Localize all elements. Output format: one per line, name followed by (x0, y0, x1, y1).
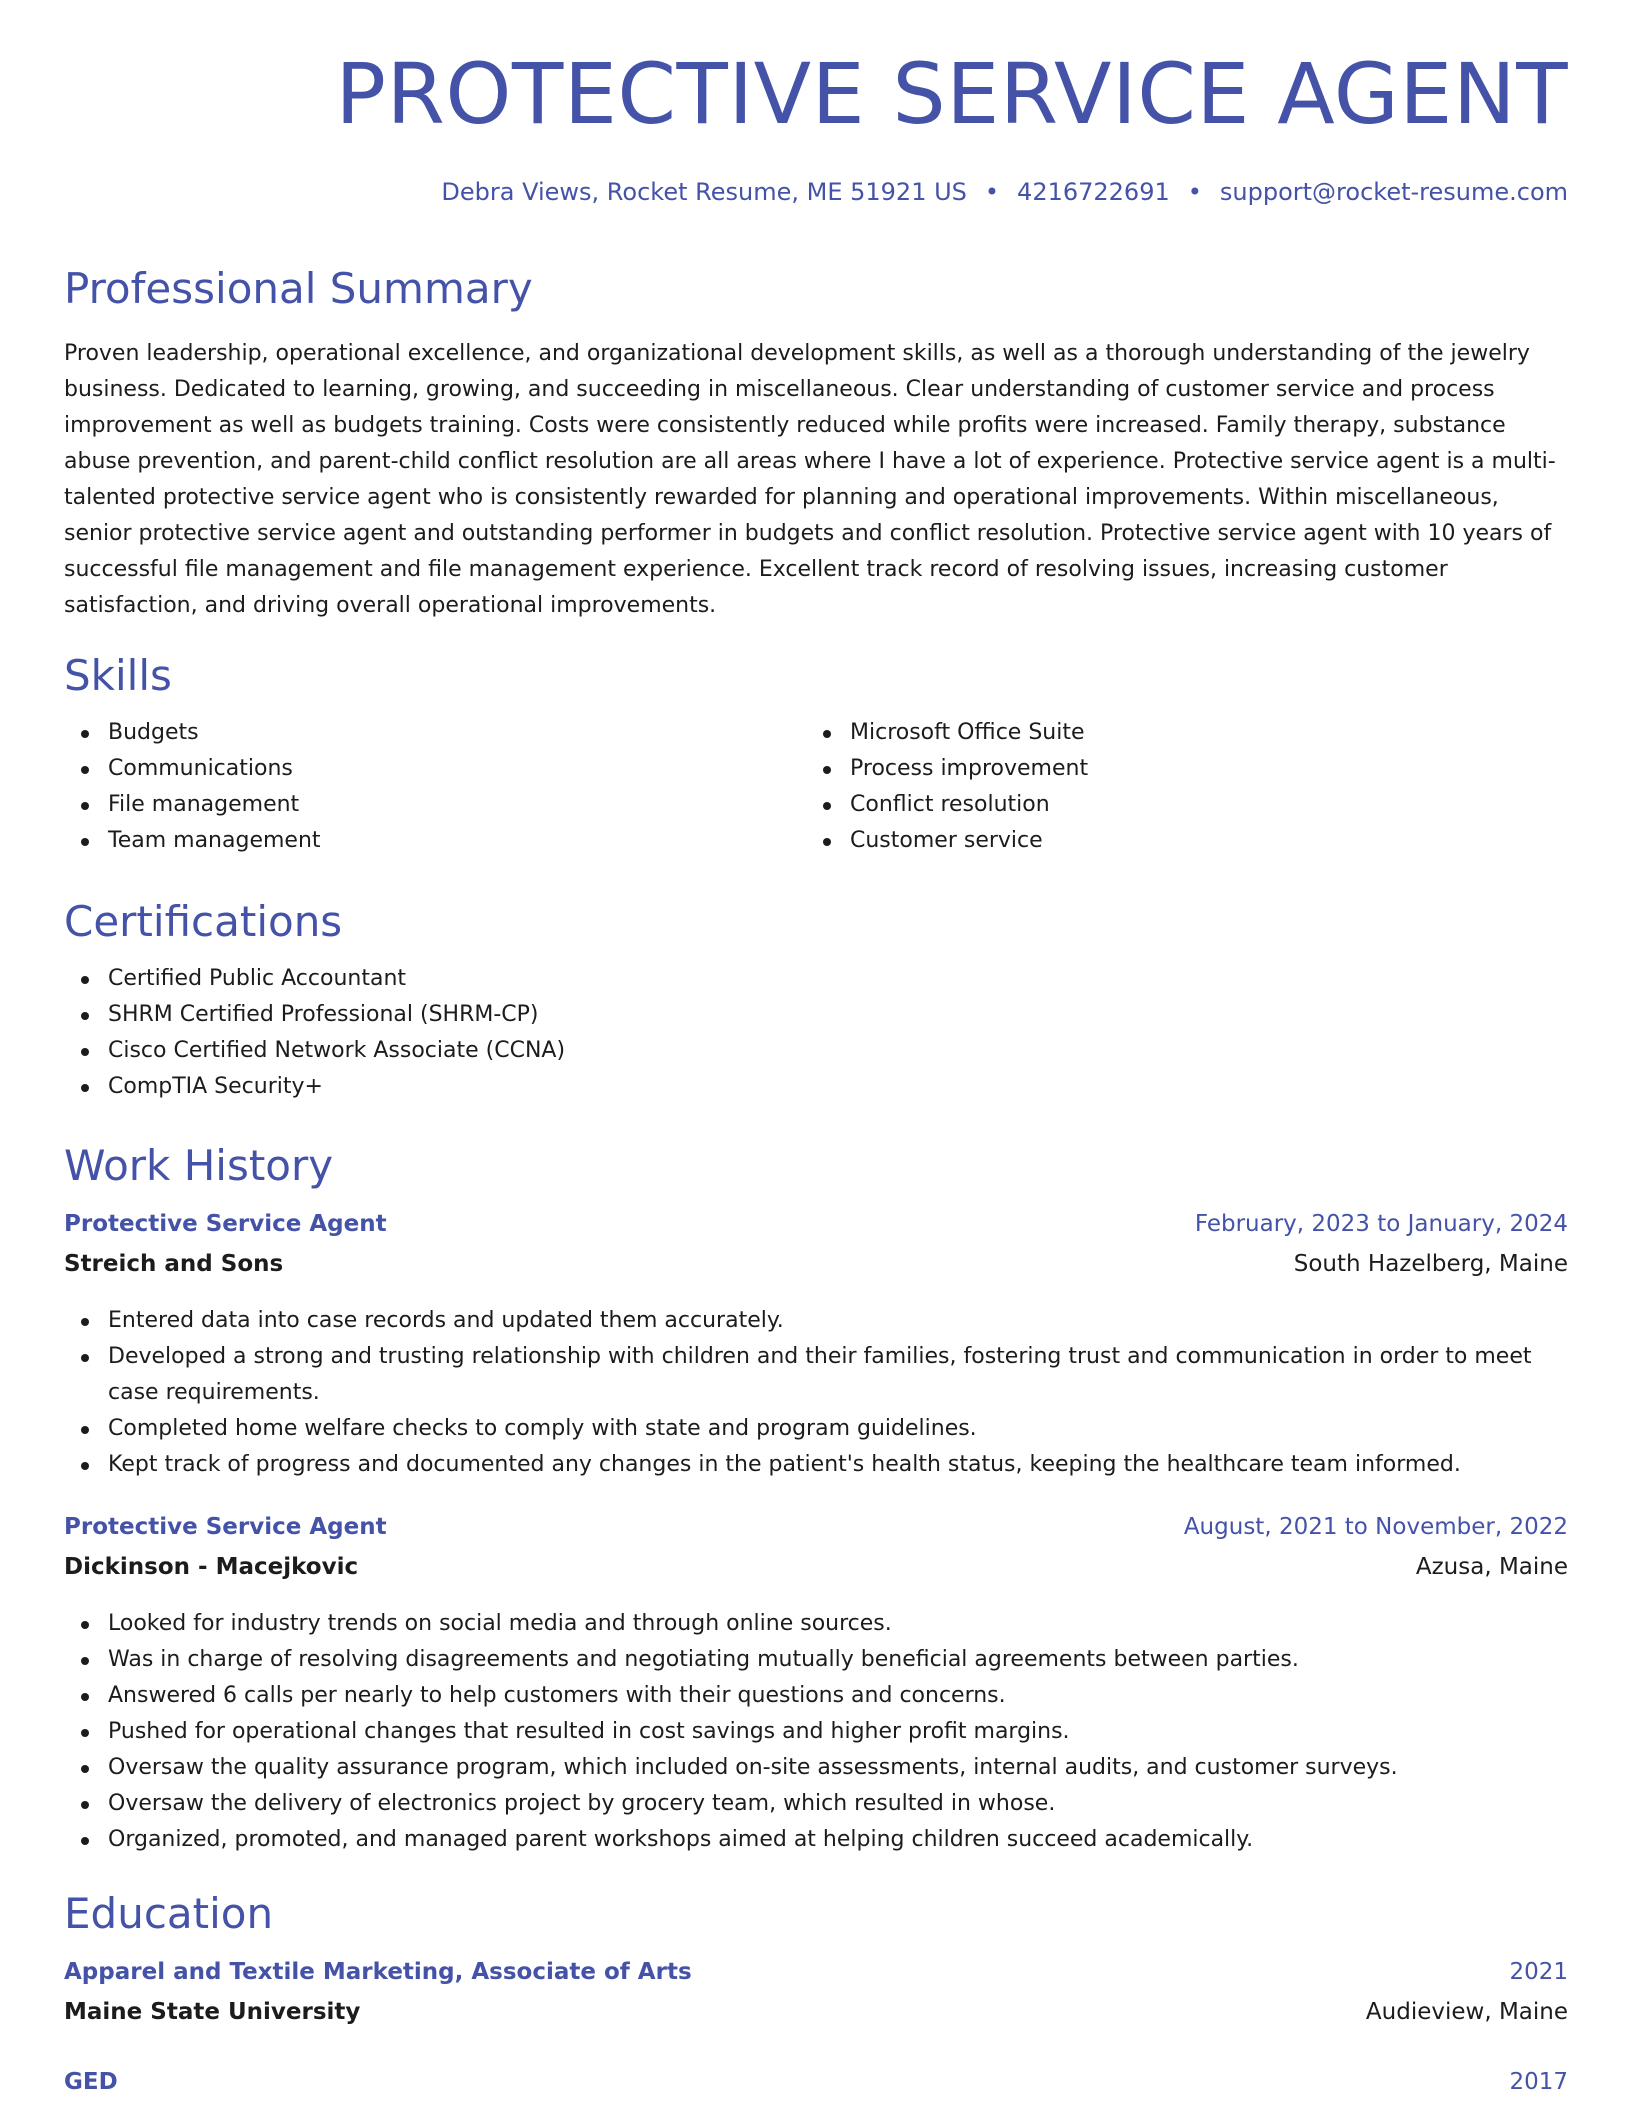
job-dates: August, 2021 to November, 2022 (1183, 1514, 1568, 1540)
education-school: Maine State University (64, 1999, 361, 2025)
contact-separator: • (1187, 178, 1202, 206)
education-entry (64, 2071, 1568, 2111)
skill-item: File management (64, 787, 321, 823)
skill-item: Team management (64, 823, 321, 859)
summary-section (64, 264, 1568, 624)
job-company: Dickinson - Macejkovic (64, 1554, 359, 1580)
education-year: 2017 (1509, 2069, 1568, 2095)
resume-name: PROTECTIVE SERVICE AGENT (335, 45, 1568, 143)
job-location: Azusa, Maine (1415, 1554, 1568, 1580)
job-duty: Answered 6 calls per nearly to help customers with their questions and concerns. (64, 1678, 1568, 1714)
job-duty: Kept track of progress and documented any changes in the patient's health status, keeping the healthcare team informed. (64, 1447, 1568, 1483)
job-entry (64, 1516, 1568, 1858)
job-header (64, 1516, 1568, 1556)
education-degree: Apparel and Textile Marketing, Associate of Arts (64, 1959, 692, 1985)
education-subheader (64, 2001, 1568, 2041)
skills-title: Skills (64, 651, 172, 700)
skills-list-right (806, 715, 1088, 859)
skill-item: Microsoft Office Suite (806, 715, 1088, 751)
skills-list-left (64, 715, 321, 859)
education-year: 2021 (1509, 1959, 1568, 1985)
contact-phone: 4216722691 (1017, 178, 1170, 206)
certification-item: SHRM Certified Professional (SHRM-CP) (64, 997, 1568, 1033)
job-duty: Developed a strong and trusting relationship with children and their families, fostering trust and communication in order to meet case requirements. (64, 1339, 1568, 1411)
work-history-title: Work History (64, 1141, 334, 1190)
skills-columns (64, 715, 1568, 865)
job-duty: Pushed for operational changes that resulted in cost savings and higher profit margins. (64, 1714, 1568, 1750)
job-duty: Was in charge of resolving disagreements and negotiating mutually beneficial agreements between parties. (64, 1642, 1568, 1678)
job-subheader (64, 1556, 1568, 1596)
certification-item: CompTIA Security+ (64, 1069, 1568, 1105)
skill-item: Conflict resolution (806, 787, 1088, 823)
certifications-section (64, 897, 1568, 1105)
job-entry (64, 1213, 1568, 1483)
job-duty: Oversaw the quality assurance program, which included on-site assessments, internal audits, and customer surveys. (64, 1750, 1568, 1786)
job-header (64, 1213, 1568, 1253)
certifications-list (64, 961, 1568, 1105)
job-title: Protective Service Agent (64, 1514, 387, 1540)
job-duty: Oversaw the delivery of electronics project by grocery team, which resulted in whose. (64, 1786, 1568, 1822)
contact-separator: • (984, 178, 1000, 206)
job-location: South Hazelberg, Maine (1293, 1251, 1568, 1277)
job-dates: February, 2023 to January, 2024 (1194, 1211, 1568, 1237)
skill-item: Budgets (64, 715, 321, 751)
education-title: Education (64, 1889, 274, 1938)
job-duties-list (64, 1303, 1568, 1483)
job-duty: Organized, promoted, and managed parent workshops aimed at helping children succeed academically. (64, 1822, 1568, 1858)
certification-item: Certified Public Accountant (64, 961, 1568, 997)
job-company: Streich and Sons (64, 1251, 284, 1277)
job-title: Protective Service Agent (64, 1211, 387, 1237)
skill-item: Communications (64, 751, 321, 787)
skill-item: Process improvement (806, 751, 1088, 787)
skill-item: Customer service (806, 823, 1088, 859)
contact-address: Debra Views, Rocket Resume, ME 51921 US (441, 178, 967, 206)
job-subheader (64, 1253, 1568, 1293)
certifications-title: Certifications (64, 897, 343, 946)
job-duties-list (64, 1606, 1568, 1858)
skills-section (64, 651, 1568, 865)
job-duty: Looked for industry trends on social media and through online sources. (64, 1606, 1568, 1642)
education-header (64, 1961, 1568, 2001)
contact-line (441, 180, 1568, 204)
summary-text: Proven leadership, operational excellence, and organizational development skills, as well as a thorough understanding of the jewelry business. Dedicated to learning, growing, and succeeding in miscellaneous. Clear understanding of customer service and process improvement as well as budgets training. Costs were consistently reduced while profits were increased. Family therapy, substance abuse prevention, and parent-child conflict resolution are all areas where I have a lot of experience. Protective service agent is a multi-talented protective service agent who is consistently rewarded for planning and operational improvements. Within miscellaneous, senior protective service agent and outstanding performer in budgets and conflict resolution. Protective service agent with 10 years of successful file management and file management experience. Excellent track record of resolving issues, increasing customer satisfaction, and driving overall operational improvements. (64, 341, 1556, 618)
summary-title: Professional Summary (64, 264, 533, 313)
contact-email: support@rocket-resume.com (1219, 178, 1568, 206)
education-header (64, 2071, 1568, 2111)
certification-item: Cisco Certified Network Associate (CCNA) (64, 1033, 1568, 1069)
education-degree: GED (64, 2069, 118, 2095)
job-duty: Completed home welfare checks to comply with state and program guidelines. (64, 1411, 1568, 1447)
education-location: Audieview, Maine (1365, 1999, 1568, 2025)
job-duty: Entered data into case records and updated them accurately. (64, 1303, 1568, 1339)
work-history-section (64, 1141, 1568, 1858)
education-section (64, 1889, 1568, 2111)
education-entry (64, 1961, 1568, 2041)
